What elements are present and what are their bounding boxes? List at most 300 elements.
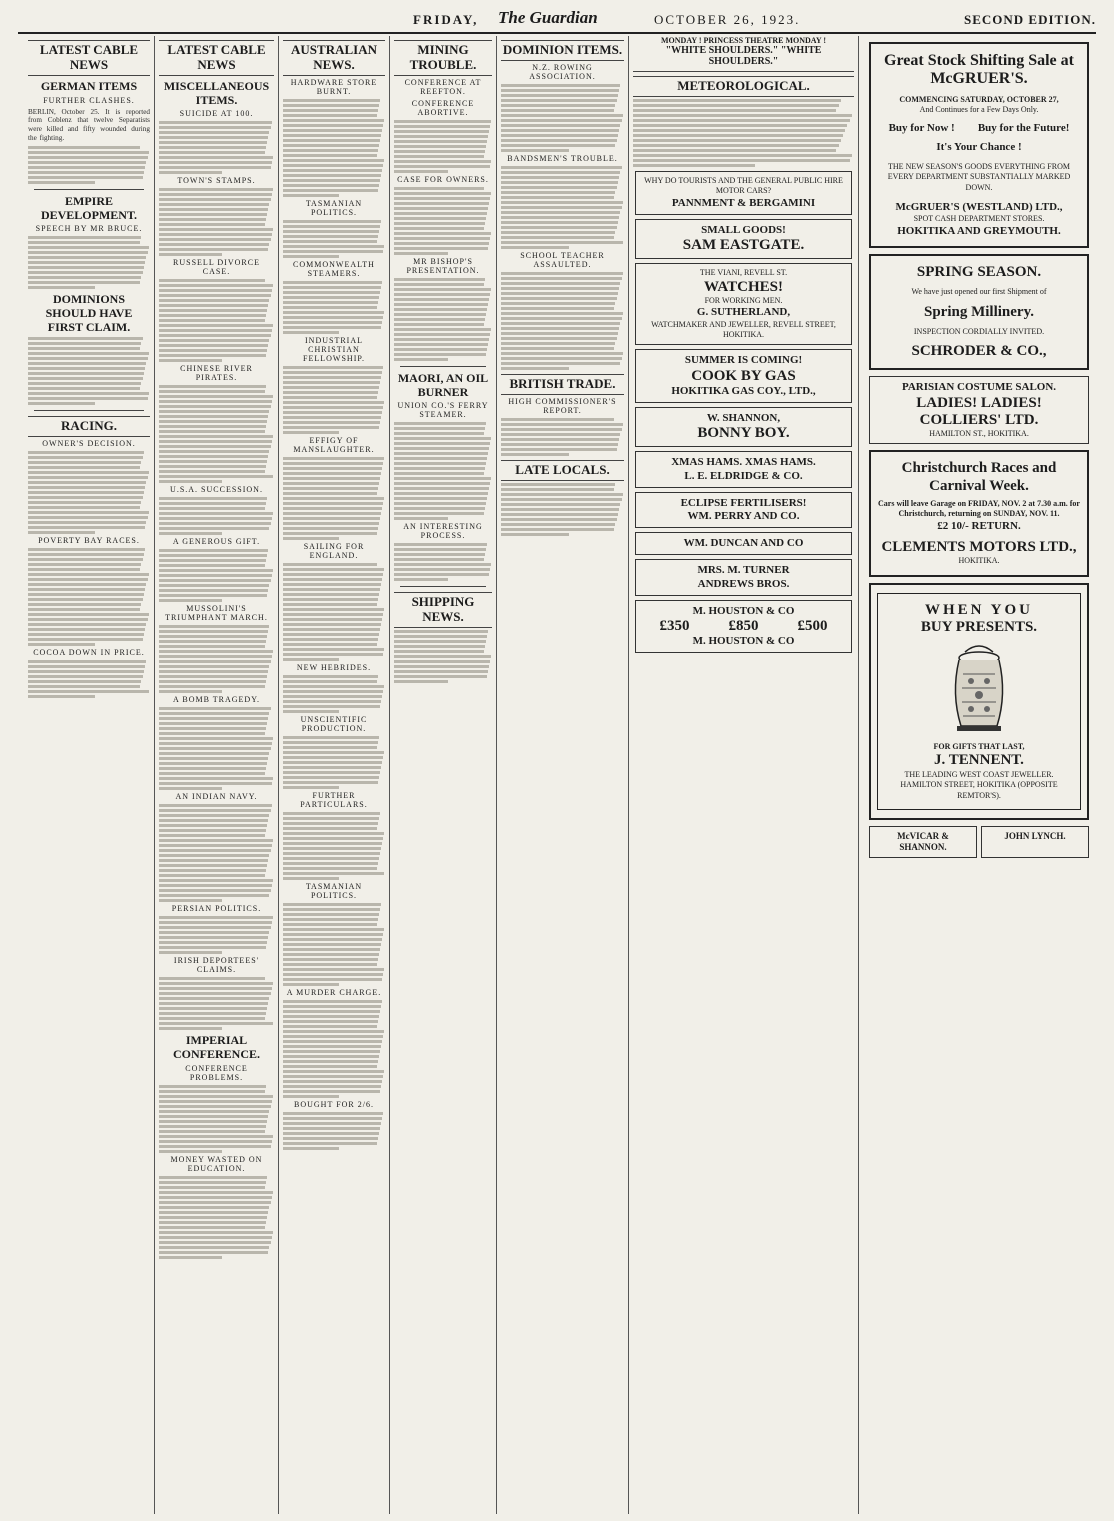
text-line	[159, 982, 273, 985]
text-line	[283, 1070, 384, 1073]
text-line	[159, 1176, 267, 1179]
text-line	[501, 362, 620, 365]
section-heading: BRITISH TRADE.	[501, 374, 624, 395]
text-line	[283, 968, 384, 971]
text-line	[159, 1120, 267, 1123]
text-line	[283, 281, 382, 284]
text-line	[283, 695, 382, 698]
body-text-block	[501, 272, 624, 370]
text-line	[159, 279, 265, 282]
lynch-advert	[981, 826, 1089, 858]
meteorological-heading: METEOROLOGICAL.	[633, 76, 854, 97]
article-subheading: SPEECH BY MR BRUCE.	[35, 224, 143, 234]
text-line	[283, 776, 379, 779]
article-subheading: CASE FOR OWNERS.	[397, 174, 489, 184]
text-line	[28, 501, 141, 504]
text-line	[28, 685, 140, 688]
advert-title: BUY PRESENTS.	[920, 618, 1038, 635]
text-line	[394, 197, 490, 200]
text-line	[283, 603, 377, 606]
body-text-block	[28, 337, 150, 405]
text-line	[283, 877, 339, 880]
article-subheading: CONFERENCE ABORTIVE.	[411, 98, 475, 117]
body-text-block	[159, 977, 274, 1030]
text-line	[501, 191, 615, 194]
text-line	[159, 294, 271, 297]
text-line	[159, 1022, 273, 1025]
body-text-block	[159, 497, 274, 535]
text-line	[28, 166, 145, 169]
advert-name: W. SHANNON,	[706, 411, 781, 424]
text-line	[28, 286, 95, 289]
text-line	[28, 695, 95, 698]
text-line	[501, 518, 617, 521]
text-line	[159, 1256, 222, 1259]
text-line	[283, 973, 383, 976]
text-line	[28, 281, 140, 284]
text-line	[28, 461, 141, 464]
text-line	[159, 1196, 272, 1199]
text-line	[394, 192, 491, 195]
text-line	[159, 430, 265, 433]
text-line	[159, 465, 266, 468]
article-subheading: UNION CO.'S FERRY STEAMER.	[397, 401, 489, 420]
text-line	[28, 466, 140, 469]
text-line	[394, 472, 484, 475]
text-line	[394, 442, 490, 445]
text-line	[159, 884, 272, 887]
text-line	[283, 1147, 339, 1150]
advert-title: Christchurch Races and Carnival Week.	[901, 460, 1057, 494]
body-text-block	[283, 1000, 385, 1098]
text-line	[159, 762, 267, 765]
text-line	[283, 623, 381, 626]
body-text-block	[394, 543, 492, 581]
text-line	[159, 405, 271, 408]
article-subheading: FURTHER CLASHES.	[43, 95, 135, 105]
text-line	[501, 201, 623, 204]
body-text-block	[159, 121, 274, 174]
body-text-block	[28, 548, 150, 646]
body-text-block	[159, 549, 274, 602]
text-line	[159, 670, 268, 673]
text-line	[283, 331, 339, 334]
text-line	[283, 179, 380, 182]
text-line	[283, 812, 380, 815]
text-line	[28, 382, 141, 385]
text-line	[501, 114, 623, 117]
text-line	[159, 223, 265, 226]
advert-title: SPRING SEASON.	[916, 263, 1042, 280]
text-line	[394, 517, 448, 520]
text-line	[394, 512, 484, 515]
text-line	[283, 1035, 383, 1038]
text-line	[283, 164, 383, 167]
text-line	[28, 372, 144, 375]
article-subheading: OWNER'S DECISION.	[42, 438, 136, 448]
text-line	[283, 710, 339, 713]
text-line	[28, 665, 145, 668]
article-subheading: N.Z. ROWING ASSOCIATION.	[529, 62, 596, 81]
text-line	[159, 435, 273, 438]
text-line	[501, 523, 615, 526]
article-subheading: HIGH COMMISSIONER'S REPORT.	[508, 396, 617, 415]
text-line	[159, 630, 268, 633]
text-line	[394, 477, 491, 480]
advert-subtitle: THE LEADING WEST COAST JEWELLER.	[904, 769, 1054, 779]
text-line	[283, 462, 383, 465]
text-line	[159, 1150, 222, 1153]
text-line	[159, 233, 272, 236]
text-line	[394, 308, 487, 311]
theatre-feature: "WHITE SHOULDERS." "WHITE SHOULDERS."	[665, 45, 822, 67]
text-line	[283, 426, 379, 429]
text-line	[283, 653, 383, 656]
text-line	[283, 527, 378, 530]
text-line	[28, 387, 140, 390]
text-line	[159, 579, 271, 582]
text-line	[394, 548, 486, 551]
text-line	[283, 1117, 382, 1120]
advert-name: COLLIERS' LTD.	[919, 411, 1039, 428]
text-line	[159, 349, 267, 352]
article-subheading: SAILING FOR ENGLAND.	[303, 541, 365, 560]
text-line	[501, 166, 622, 169]
text-line	[283, 1020, 378, 1023]
text-line	[283, 169, 382, 172]
text-line	[159, 1206, 269, 1209]
text-line	[501, 438, 619, 441]
text-line	[283, 903, 381, 906]
text-line	[28, 583, 146, 586]
text-line	[283, 685, 384, 688]
text-line	[283, 507, 382, 510]
text-line	[283, 537, 339, 540]
text-line	[159, 141, 267, 144]
text-line	[501, 443, 618, 446]
watches-advert	[635, 263, 852, 345]
text-line	[283, 386, 379, 389]
text-line	[159, 1246, 269, 1249]
text-line	[501, 317, 622, 320]
article-heading: MISCELLANEOUS ITEMS.	[163, 78, 270, 107]
article-subheading: U.S.A. SUCCESSION.	[170, 485, 263, 495]
text-line	[159, 522, 271, 525]
body-text-block	[501, 483, 624, 536]
text-line	[159, 1201, 271, 1204]
text-line	[283, 918, 378, 921]
text-line	[159, 475, 273, 478]
text-line	[159, 987, 272, 990]
masthead-date: OCTOBER 26, 1923.	[654, 12, 801, 27]
text-line	[394, 247, 488, 250]
article-subheading: AN INTERESTING PROCESS.	[403, 522, 483, 541]
column-mining	[390, 36, 497, 1514]
text-line	[159, 594, 267, 597]
text-line	[633, 164, 755, 167]
text-line	[159, 450, 269, 453]
body-text-block	[159, 1176, 274, 1259]
text-line	[28, 548, 145, 551]
text-line	[501, 272, 623, 275]
text-line	[159, 228, 273, 231]
text-line	[283, 633, 379, 636]
text-line	[283, 472, 381, 475]
text-line	[28, 491, 144, 494]
article-heading: IMPERIAL CONFERENCE.	[172, 1033, 260, 1062]
text-line	[283, 1142, 377, 1145]
text-line	[283, 827, 377, 830]
text-line	[283, 578, 382, 581]
text-line	[159, 1251, 268, 1254]
text-line	[159, 289, 272, 292]
body-text-block	[28, 236, 150, 289]
text-line	[394, 333, 490, 336]
text-line	[283, 573, 383, 576]
advert-name: McVICAR & SHANNON.	[897, 830, 949, 852]
text-line	[283, 326, 381, 329]
text-line	[394, 507, 485, 510]
text-line	[159, 1145, 271, 1148]
text-line	[159, 395, 273, 398]
text-line	[159, 445, 271, 448]
text-line	[283, 1112, 383, 1115]
advert-slogan: Buy for the Future!	[977, 121, 1070, 134]
text-line	[28, 511, 149, 514]
text-line	[159, 787, 222, 790]
advert-name: L. E. ELDRIDGE & CO.	[684, 469, 803, 482]
text-line	[159, 532, 222, 535]
body-text-block	[28, 146, 150, 184]
text-line	[159, 1130, 265, 1133]
body-text-block	[394, 187, 492, 255]
text-line	[159, 894, 269, 897]
text-line	[159, 809, 271, 812]
text-line	[501, 176, 619, 179]
text-line	[283, 953, 379, 956]
text-line	[283, 134, 381, 137]
text-line	[28, 690, 149, 693]
text-line	[159, 390, 265, 393]
text-line	[28, 506, 140, 509]
text-line	[159, 921, 272, 924]
text-line	[159, 131, 269, 134]
text-line	[283, 832, 384, 835]
text-line	[283, 291, 380, 294]
text-line	[283, 741, 378, 744]
advert-title: Spring Millinery.	[923, 303, 1034, 320]
text-line	[159, 655, 272, 658]
text-line	[633, 104, 839, 107]
text-line	[394, 303, 488, 306]
text-line	[501, 282, 620, 285]
text-line	[633, 134, 843, 137]
text-line	[394, 502, 486, 505]
text-line	[28, 451, 144, 454]
text-line	[159, 707, 271, 710]
text-line	[159, 916, 273, 919]
text-line	[501, 418, 614, 421]
article-subheading: TASMANIAN POLITICS.	[305, 881, 363, 900]
text-line	[394, 343, 488, 346]
text-line	[283, 852, 380, 855]
text-line	[159, 584, 269, 587]
text-line	[283, 1127, 380, 1130]
text-line	[283, 502, 383, 505]
text-line	[28, 352, 149, 355]
text-line	[159, 309, 267, 312]
advert-name: HOKITIKA GAS COY., LTD.,	[671, 384, 816, 397]
text-line	[501, 89, 619, 92]
text-line	[283, 1015, 379, 1018]
text-line	[501, 428, 622, 431]
article-subheading: AN INDIAN NAVY.	[175, 792, 258, 802]
advert-name: McGRUER'S (WESTLAND) LTD.,	[895, 201, 1063, 214]
text-line	[394, 155, 484, 158]
advert-address: THE VIANI, REVELL ST.	[699, 268, 788, 278]
text-line	[283, 563, 377, 566]
text-line	[28, 573, 149, 576]
text-line	[159, 218, 266, 221]
text-line	[283, 923, 377, 926]
text-line	[159, 1090, 265, 1093]
text-line	[159, 936, 268, 939]
text-line	[28, 618, 148, 621]
column-adverts-left	[629, 36, 859, 1514]
text-line	[283, 194, 339, 197]
article-subheading: CHINESE RIVER PIRATES.	[180, 364, 253, 383]
masthead-title: The Guardian	[498, 8, 598, 27]
text-line	[159, 680, 266, 683]
body-text-block	[28, 451, 150, 534]
text-line	[394, 313, 486, 316]
text-line	[159, 470, 265, 473]
masthead-edition: SECOND EDITION.	[963, 12, 1096, 27]
text-line	[159, 747, 271, 750]
text-line	[394, 568, 490, 571]
advert-title: ECLIPSE FERTILISERS!	[680, 496, 807, 509]
text-line	[501, 533, 569, 536]
body-text-block	[633, 99, 854, 167]
text-line	[159, 243, 269, 246]
text-line	[394, 293, 490, 296]
article-subheading: FURTHER PARTICULARS.	[300, 790, 368, 809]
text-line	[501, 433, 620, 436]
text-line	[159, 1125, 266, 1128]
text-line	[159, 589, 268, 592]
text-line	[28, 266, 144, 269]
text-line	[501, 99, 617, 102]
text-line	[159, 410, 269, 413]
text-line	[394, 655, 491, 658]
text-line	[501, 124, 620, 127]
body-text-block	[394, 422, 492, 520]
text-line	[28, 516, 148, 519]
text-line	[283, 129, 382, 132]
text-line	[394, 202, 489, 205]
theatre-line: MONDAY ! PRINCESS THEATRE MONDAY !	[661, 36, 826, 45]
text-line	[159, 497, 267, 500]
text-line	[28, 593, 144, 596]
text-line	[283, 411, 382, 414]
text-line	[159, 339, 269, 342]
text-line	[501, 181, 618, 184]
text-line	[283, 240, 377, 243]
text-line	[159, 213, 267, 216]
motor-hire-advert	[635, 171, 852, 215]
body-text-block	[394, 278, 492, 361]
text-line	[28, 563, 141, 566]
text-line	[28, 680, 141, 683]
column-cable-news	[24, 36, 155, 1514]
section-heading: LATEST CABLE NEWS	[159, 40, 274, 76]
text-line	[159, 864, 267, 867]
text-line	[283, 159, 384, 162]
text-line	[394, 482, 490, 485]
text-line	[159, 415, 268, 418]
advert-name: WM. PERRY AND CO.	[687, 509, 800, 522]
text-line	[28, 675, 143, 678]
article-subheading: INDUSTRIAL CHRISTIAN FELLOWSHIP.	[303, 335, 365, 363]
body-text-block	[159, 1085, 274, 1153]
text-line	[283, 144, 379, 147]
text-line	[633, 149, 836, 152]
text-line	[283, 316, 383, 319]
text-line	[159, 824, 267, 827]
text-line	[394, 217, 486, 220]
houston-advert	[635, 600, 852, 654]
article-subheading: CONFERENCE AT REEFTON.	[404, 77, 482, 96]
advert-name: SAM EASTGATE.	[682, 237, 805, 254]
text-line	[159, 946, 266, 949]
body-text-block	[159, 279, 274, 362]
text-line	[159, 400, 272, 403]
text-line	[283, 568, 384, 571]
text-line	[501, 231, 615, 234]
text-line	[394, 242, 489, 245]
text-line	[159, 188, 273, 191]
text-line	[633, 99, 841, 102]
text-line	[283, 675, 378, 678]
section-heading: RACING.	[28, 416, 150, 437]
text-line	[501, 448, 617, 451]
text-line	[283, 1060, 378, 1063]
text-line	[394, 323, 484, 326]
text-line	[501, 109, 614, 112]
text-line	[28, 476, 148, 479]
text-line	[501, 503, 620, 506]
text-line	[283, 401, 384, 404]
advert-slogan: Buy for Now !	[888, 121, 955, 134]
text-line	[28, 337, 143, 340]
text-line	[394, 462, 486, 465]
text-line	[283, 1080, 382, 1083]
article-subheading: RUSSELL DIVORCE CASE.	[173, 258, 260, 277]
text-line	[159, 1226, 265, 1229]
text-line	[283, 220, 381, 223]
text-line	[394, 227, 484, 230]
text-line	[501, 144, 615, 147]
text-line	[159, 926, 271, 929]
column-australian-news	[279, 36, 390, 1514]
text-line	[394, 125, 490, 128]
text-line	[159, 737, 273, 740]
text-line	[283, 296, 379, 299]
text-line	[283, 756, 383, 759]
text-line	[394, 135, 488, 138]
body-text-block	[159, 385, 274, 483]
body-text-block	[283, 675, 385, 713]
